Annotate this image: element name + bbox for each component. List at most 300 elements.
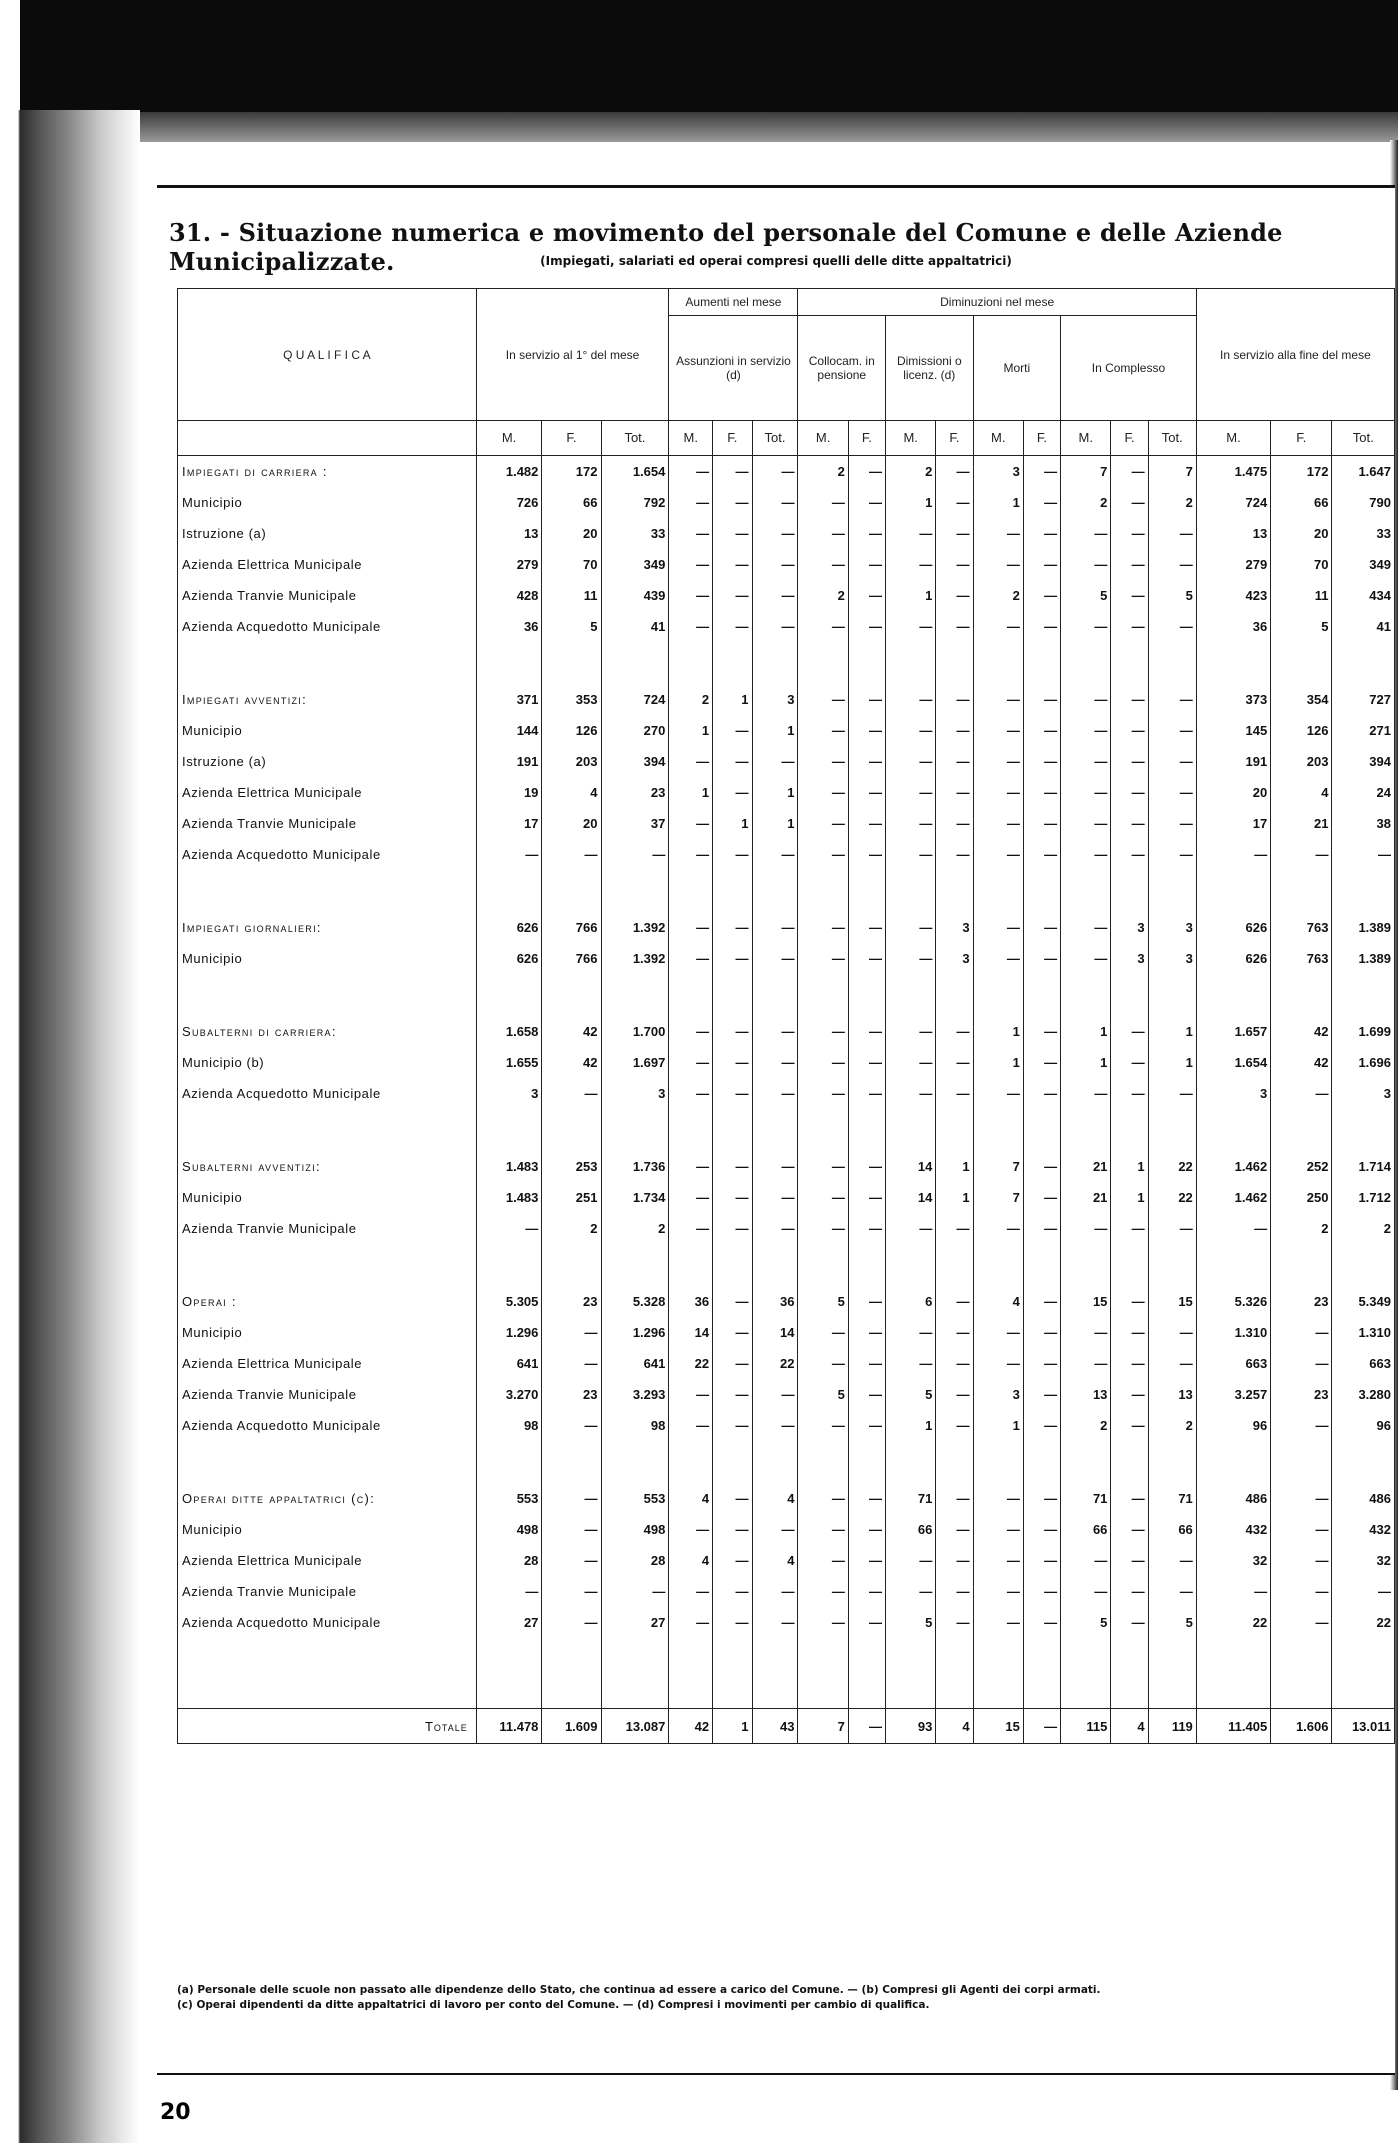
spacer-cell bbox=[848, 1638, 885, 1709]
value-cell: — bbox=[848, 1514, 885, 1545]
value-cell: 498 bbox=[601, 1514, 669, 1545]
value-cell: — bbox=[752, 912, 798, 943]
value-cell: — bbox=[973, 839, 1023, 870]
value-cell: — bbox=[848, 808, 885, 839]
spacer-cell bbox=[1271, 870, 1332, 912]
value-cell: — bbox=[798, 1047, 848, 1078]
spacer-cell bbox=[752, 870, 798, 912]
spacer-cell bbox=[542, 642, 601, 684]
table-row bbox=[178, 808, 1395, 839]
value-cell: 203 bbox=[1271, 746, 1332, 777]
value-cell: 23 bbox=[1271, 1379, 1332, 1410]
value-cell: — bbox=[1148, 808, 1196, 839]
value-cell: — bbox=[798, 684, 848, 715]
value-cell: 3 bbox=[1111, 943, 1148, 974]
document-page bbox=[157, 185, 1395, 2075]
value-cell: — bbox=[1061, 1545, 1111, 1576]
value-cell: — bbox=[886, 1078, 936, 1109]
value-cell: 36 bbox=[752, 1286, 798, 1317]
table-row bbox=[178, 580, 1395, 611]
value-cell: 626 bbox=[1196, 912, 1270, 943]
spacer-cell bbox=[752, 1441, 798, 1483]
value-cell: — bbox=[1111, 1348, 1148, 1379]
value-cell: — bbox=[848, 1483, 885, 1514]
value-cell: — bbox=[848, 1182, 885, 1213]
value-cell: 663 bbox=[1196, 1348, 1270, 1379]
value-cell: — bbox=[713, 1483, 752, 1514]
value-cell: 1 bbox=[752, 808, 798, 839]
value-cell: — bbox=[669, 912, 713, 943]
value-cell: — bbox=[669, 1213, 713, 1244]
spacer-row bbox=[178, 870, 1395, 912]
value-cell: 14 bbox=[752, 1317, 798, 1348]
value-cell: 5 bbox=[1148, 1607, 1196, 1638]
value-cell: — bbox=[1148, 746, 1196, 777]
value-cell: — bbox=[713, 1576, 752, 1607]
value-cell: — bbox=[973, 1348, 1023, 1379]
spacer-cell bbox=[936, 1244, 973, 1286]
value-cell: 33 bbox=[601, 518, 669, 549]
row-label: Municipio (b) bbox=[178, 1047, 477, 1078]
value-cell: — bbox=[713, 1348, 752, 1379]
spacer-cell bbox=[542, 1441, 601, 1483]
value-cell: 14 bbox=[886, 1182, 936, 1213]
row-label: Impiegati avventizi: bbox=[178, 684, 477, 715]
row-label: Azienda Elettrica Municipale bbox=[178, 1545, 477, 1576]
value-cell: 3 bbox=[936, 912, 973, 943]
value-cell: 2 bbox=[1061, 1410, 1111, 1441]
spacer-cell bbox=[886, 1109, 936, 1151]
value-cell: 1 bbox=[973, 1047, 1023, 1078]
value-cell: — bbox=[848, 715, 885, 746]
value-cell: 7 bbox=[798, 1709, 848, 1744]
value-cell: — bbox=[1023, 777, 1060, 808]
value-cell: 3 bbox=[1332, 1078, 1395, 1109]
value-cell: 1 bbox=[973, 1410, 1023, 1441]
value-cell: — bbox=[848, 746, 885, 777]
value-cell: — bbox=[669, 1514, 713, 1545]
value-cell: — bbox=[1061, 1317, 1111, 1348]
value-cell: 96 bbox=[1332, 1410, 1395, 1441]
header-assunzioni: Assunzioni in servizio (d) bbox=[669, 316, 798, 421]
value-cell: 1.655 bbox=[476, 1047, 542, 1078]
spacer-cell bbox=[1271, 1441, 1332, 1483]
value-cell: — bbox=[752, 549, 798, 580]
value-cell: 1 bbox=[1111, 1182, 1148, 1213]
value-cell: — bbox=[848, 1607, 885, 1638]
value-cell: — bbox=[886, 1016, 936, 1047]
value-cell: 3.280 bbox=[1332, 1379, 1395, 1410]
value-cell: — bbox=[848, 1047, 885, 1078]
spacer-cell bbox=[936, 870, 973, 912]
value-cell: 553 bbox=[476, 1483, 542, 1514]
spacer-row bbox=[178, 1638, 1395, 1709]
value-cell: 43 bbox=[752, 1709, 798, 1744]
value-cell: — bbox=[1332, 1576, 1395, 1607]
value-cell: 71 bbox=[886, 1483, 936, 1514]
value-cell: — bbox=[713, 1317, 752, 1348]
spacer-cell bbox=[1111, 974, 1148, 1016]
value-cell: — bbox=[1061, 912, 1111, 943]
value-cell: 1 bbox=[713, 1709, 752, 1744]
value-cell: — bbox=[1023, 456, 1060, 488]
header-diminuzioni: Diminuzioni nel mese bbox=[798, 289, 1196, 316]
value-cell: — bbox=[848, 1151, 885, 1182]
spacer-cell bbox=[601, 1244, 669, 1286]
value-cell: 2 bbox=[1271, 1213, 1332, 1244]
table-row bbox=[178, 487, 1395, 518]
value-cell: — bbox=[542, 839, 601, 870]
group-row bbox=[178, 1016, 1395, 1047]
value-cell: — bbox=[713, 1151, 752, 1182]
header-morti: Morti bbox=[973, 316, 1061, 421]
spacer-cell bbox=[848, 1109, 885, 1151]
value-cell: — bbox=[1023, 943, 1060, 974]
value-cell: 115 bbox=[1061, 1709, 1111, 1744]
value-cell: 1.714 bbox=[1332, 1151, 1395, 1182]
value-cell: — bbox=[713, 1545, 752, 1576]
value-cell: — bbox=[848, 1709, 885, 1744]
value-cell: — bbox=[936, 1286, 973, 1317]
value-cell: 270 bbox=[601, 715, 669, 746]
value-cell: — bbox=[669, 839, 713, 870]
group-row bbox=[178, 1286, 1395, 1317]
value-cell: — bbox=[752, 1151, 798, 1182]
value-cell: — bbox=[601, 1576, 669, 1607]
value-cell: — bbox=[669, 518, 713, 549]
spacer-cell bbox=[1061, 974, 1111, 1016]
value-cell: 1.296 bbox=[476, 1317, 542, 1348]
value-cell: — bbox=[713, 1379, 752, 1410]
spacer-cell bbox=[1148, 870, 1196, 912]
value-cell: — bbox=[886, 1317, 936, 1348]
value-cell: 2 bbox=[973, 580, 1023, 611]
header-f: F. bbox=[1023, 421, 1060, 456]
value-cell: — bbox=[1023, 715, 1060, 746]
value-cell: — bbox=[713, 580, 752, 611]
value-cell: 3 bbox=[973, 1379, 1023, 1410]
value-cell: 1 bbox=[886, 1410, 936, 1441]
value-cell: 11.478 bbox=[476, 1709, 542, 1744]
value-cell: — bbox=[1148, 1213, 1196, 1244]
value-cell: — bbox=[476, 839, 542, 870]
value-cell: — bbox=[973, 518, 1023, 549]
value-cell: — bbox=[542, 1348, 601, 1379]
value-cell: 4 bbox=[1271, 777, 1332, 808]
value-cell: 4 bbox=[936, 1709, 973, 1744]
value-cell: 1 bbox=[713, 808, 752, 839]
value-cell: 1.700 bbox=[601, 1016, 669, 1047]
value-cell: — bbox=[752, 1213, 798, 1244]
value-cell: 486 bbox=[1332, 1483, 1395, 1514]
value-cell: 1 bbox=[936, 1182, 973, 1213]
value-cell: 20 bbox=[542, 808, 601, 839]
value-cell: — bbox=[1061, 1213, 1111, 1244]
value-cell: — bbox=[1148, 1078, 1196, 1109]
value-cell: — bbox=[713, 1286, 752, 1317]
value-cell: — bbox=[713, 1047, 752, 1078]
value-cell: — bbox=[1111, 1576, 1148, 1607]
spacer-cell bbox=[713, 642, 752, 684]
value-cell: — bbox=[713, 487, 752, 518]
row-label: Totale bbox=[178, 1709, 477, 1744]
spacer-cell bbox=[886, 1441, 936, 1483]
value-cell: — bbox=[798, 1078, 848, 1109]
value-cell: 766 bbox=[542, 943, 601, 974]
value-cell: 119 bbox=[1148, 1709, 1196, 1744]
value-cell: — bbox=[798, 1151, 848, 1182]
value-cell: 172 bbox=[542, 456, 601, 488]
value-cell: 191 bbox=[1196, 746, 1270, 777]
value-cell: — bbox=[936, 715, 973, 746]
spacer-row bbox=[178, 642, 1395, 684]
spacer-cell bbox=[848, 1244, 885, 1286]
value-cell: — bbox=[1111, 808, 1148, 839]
value-cell: — bbox=[973, 1317, 1023, 1348]
spacer-cell bbox=[1271, 1244, 1332, 1286]
spacer-cell bbox=[1148, 1638, 1196, 1709]
value-cell: — bbox=[886, 746, 936, 777]
value-cell: 434 bbox=[1332, 580, 1395, 611]
header-in-complesso: In Complesso bbox=[1061, 316, 1197, 421]
value-cell: — bbox=[542, 1410, 601, 1441]
header-in-servizio-fine: In servizio alla fine del mese bbox=[1196, 289, 1394, 421]
value-cell: — bbox=[1148, 1576, 1196, 1607]
value-cell: — bbox=[752, 611, 798, 642]
value-cell: — bbox=[798, 1514, 848, 1545]
spacer-cell bbox=[1332, 642, 1395, 684]
value-cell: 4 bbox=[669, 1483, 713, 1514]
row-label: Operai : bbox=[178, 1286, 477, 1317]
value-cell: 66 bbox=[1061, 1514, 1111, 1545]
value-cell: — bbox=[1023, 1151, 1060, 1182]
personnel-table bbox=[177, 288, 1395, 1744]
value-cell: 7 bbox=[1148, 456, 1196, 488]
value-cell: 22 bbox=[1196, 1607, 1270, 1638]
value-cell: — bbox=[1023, 746, 1060, 777]
row-label: Impiegati giornalieri: bbox=[178, 912, 477, 943]
value-cell: 5 bbox=[1148, 580, 1196, 611]
value-cell: 11 bbox=[542, 580, 601, 611]
value-cell: 251 bbox=[542, 1182, 601, 1213]
value-cell: 1 bbox=[886, 580, 936, 611]
value-cell: — bbox=[669, 1607, 713, 1638]
table-row bbox=[178, 1213, 1395, 1244]
value-cell: — bbox=[936, 1078, 973, 1109]
spacer-cell bbox=[178, 870, 477, 912]
value-cell: — bbox=[1196, 1576, 1270, 1607]
spacer-cell bbox=[1023, 870, 1060, 912]
scan-dark-band bbox=[20, 0, 1398, 120]
value-cell: — bbox=[601, 839, 669, 870]
header-m: M. bbox=[973, 421, 1023, 456]
value-cell: — bbox=[713, 746, 752, 777]
header-dimissioni: Dimissioni o licenz. (d) bbox=[886, 316, 974, 421]
value-cell: — bbox=[1023, 912, 1060, 943]
value-cell: 23 bbox=[542, 1286, 601, 1317]
value-cell: — bbox=[1196, 1213, 1270, 1244]
spacer-cell bbox=[178, 1109, 477, 1151]
value-cell: — bbox=[1271, 1545, 1332, 1576]
value-cell: — bbox=[1023, 1213, 1060, 1244]
value-cell: — bbox=[973, 1607, 1023, 1638]
table-row bbox=[178, 777, 1395, 808]
value-cell: — bbox=[1332, 839, 1395, 870]
value-cell: — bbox=[848, 1545, 885, 1576]
table-body bbox=[178, 456, 1395, 1744]
value-cell: 126 bbox=[542, 715, 601, 746]
value-cell: — bbox=[1061, 518, 1111, 549]
value-cell: 3 bbox=[1148, 912, 1196, 943]
value-cell: 1.392 bbox=[601, 943, 669, 974]
spacer-cell bbox=[752, 642, 798, 684]
value-cell: — bbox=[798, 839, 848, 870]
value-cell: 663 bbox=[1332, 1348, 1395, 1379]
value-cell: 21 bbox=[1061, 1151, 1111, 1182]
value-cell: 2 bbox=[601, 1213, 669, 1244]
value-cell: 13.087 bbox=[601, 1709, 669, 1744]
value-cell: 790 bbox=[1332, 487, 1395, 518]
table-row bbox=[178, 518, 1395, 549]
value-cell: — bbox=[936, 1213, 973, 1244]
spacer-cell bbox=[1271, 1109, 1332, 1151]
table-row bbox=[178, 1317, 1395, 1348]
row-label: Azienda Acquedotto Municipale bbox=[178, 839, 477, 870]
value-cell: — bbox=[669, 487, 713, 518]
value-cell: 32 bbox=[1332, 1545, 1395, 1576]
value-cell: 1.389 bbox=[1332, 943, 1395, 974]
value-cell: — bbox=[1023, 1709, 1060, 1744]
value-cell: — bbox=[848, 580, 885, 611]
table-row bbox=[178, 1545, 1395, 1576]
spacer-cell bbox=[601, 1638, 669, 1709]
value-cell: — bbox=[798, 1213, 848, 1244]
value-cell: — bbox=[669, 1016, 713, 1047]
spacer-cell bbox=[713, 1244, 752, 1286]
value-cell: 145 bbox=[1196, 715, 1270, 746]
value-cell: 486 bbox=[1196, 1483, 1270, 1514]
header-tot: Tot. bbox=[752, 421, 798, 456]
value-cell: — bbox=[973, 715, 1023, 746]
value-cell: 42 bbox=[669, 1709, 713, 1744]
value-cell: — bbox=[542, 1514, 601, 1545]
value-cell: — bbox=[1271, 1410, 1332, 1441]
value-cell: — bbox=[798, 611, 848, 642]
spacer-cell bbox=[1061, 1109, 1111, 1151]
value-cell: — bbox=[798, 715, 848, 746]
value-cell: — bbox=[1111, 746, 1148, 777]
value-cell: 22 bbox=[1148, 1182, 1196, 1213]
spacer-row bbox=[178, 1244, 1395, 1286]
value-cell: 23 bbox=[1271, 1286, 1332, 1317]
value-cell: 13 bbox=[1148, 1379, 1196, 1410]
value-cell: — bbox=[1023, 1483, 1060, 1514]
spacer-cell bbox=[1111, 1638, 1148, 1709]
value-cell: — bbox=[936, 1348, 973, 1379]
value-cell: — bbox=[1061, 1078, 1111, 1109]
row-label: Impiegati di carriera : bbox=[178, 456, 477, 488]
value-cell: 1 bbox=[669, 777, 713, 808]
value-cell: — bbox=[936, 1483, 973, 1514]
value-cell: 1.736 bbox=[601, 1151, 669, 1182]
value-cell: — bbox=[1111, 1483, 1148, 1514]
value-cell: — bbox=[1023, 1348, 1060, 1379]
value-cell: — bbox=[542, 1576, 601, 1607]
value-cell: — bbox=[848, 549, 885, 580]
row-label: Azienda Elettrica Municipale bbox=[178, 549, 477, 580]
value-cell: 1.389 bbox=[1332, 912, 1395, 943]
value-cell: 20 bbox=[1271, 518, 1332, 549]
value-cell: — bbox=[1023, 1182, 1060, 1213]
value-cell: — bbox=[1061, 715, 1111, 746]
spacer-cell bbox=[798, 1638, 848, 1709]
footnote-line: (c) Operai dipendenti da ditte appaltatrici di lavoro per conto del Comune. — (d) Compresi i movimenti per cambio di qualifica. bbox=[177, 1999, 930, 2011]
value-cell: 1.697 bbox=[601, 1047, 669, 1078]
row-label: Municipio bbox=[178, 1317, 477, 1348]
value-cell: 1 bbox=[886, 487, 936, 518]
value-cell: — bbox=[848, 1213, 885, 1244]
value-cell: — bbox=[1271, 1483, 1332, 1514]
value-cell: 1 bbox=[1148, 1047, 1196, 1078]
value-cell: — bbox=[973, 1514, 1023, 1545]
spacer-cell bbox=[798, 1441, 848, 1483]
value-cell: 38 bbox=[1332, 808, 1395, 839]
value-cell: 23 bbox=[542, 1379, 601, 1410]
value-cell: — bbox=[886, 808, 936, 839]
value-cell: 354 bbox=[1271, 684, 1332, 715]
value-cell: 394 bbox=[1332, 746, 1395, 777]
spacer-cell bbox=[798, 642, 848, 684]
value-cell: — bbox=[1023, 611, 1060, 642]
header-f: F. bbox=[542, 421, 601, 456]
value-cell: — bbox=[886, 1213, 936, 1244]
value-cell: — bbox=[1148, 549, 1196, 580]
spacer-cell bbox=[1332, 974, 1395, 1016]
value-cell: 5 bbox=[1061, 1607, 1111, 1638]
spacer-cell bbox=[669, 974, 713, 1016]
header-tot: Tot. bbox=[1148, 421, 1196, 456]
value-cell: — bbox=[752, 1078, 798, 1109]
table-row bbox=[178, 943, 1395, 974]
row-label: Azienda Tranvie Municipale bbox=[178, 1213, 477, 1244]
row-label: Municipio bbox=[178, 943, 477, 974]
value-cell: — bbox=[973, 611, 1023, 642]
value-cell: 203 bbox=[542, 746, 601, 777]
value-cell: — bbox=[1148, 611, 1196, 642]
value-cell: 2 bbox=[1148, 1410, 1196, 1441]
value-cell: — bbox=[752, 580, 798, 611]
value-cell: — bbox=[848, 1078, 885, 1109]
value-cell: 3 bbox=[476, 1078, 542, 1109]
value-cell: 373 bbox=[1196, 684, 1270, 715]
value-cell: — bbox=[1023, 1545, 1060, 1576]
value-cell: — bbox=[1061, 777, 1111, 808]
value-cell: 5.349 bbox=[1332, 1286, 1395, 1317]
value-cell: 1.654 bbox=[1196, 1047, 1270, 1078]
header-m: M. bbox=[886, 421, 936, 456]
value-cell: 439 bbox=[601, 580, 669, 611]
row-label: Istruzione (a) bbox=[178, 518, 477, 549]
value-cell: — bbox=[669, 1047, 713, 1078]
value-cell: 1 bbox=[752, 715, 798, 746]
value-cell: — bbox=[1023, 1047, 1060, 1078]
value-cell: 3 bbox=[973, 456, 1023, 488]
value-cell: 763 bbox=[1271, 943, 1332, 974]
value-cell: — bbox=[936, 1514, 973, 1545]
value-cell: — bbox=[973, 1078, 1023, 1109]
value-cell: 2 bbox=[798, 580, 848, 611]
value-cell: — bbox=[713, 1607, 752, 1638]
